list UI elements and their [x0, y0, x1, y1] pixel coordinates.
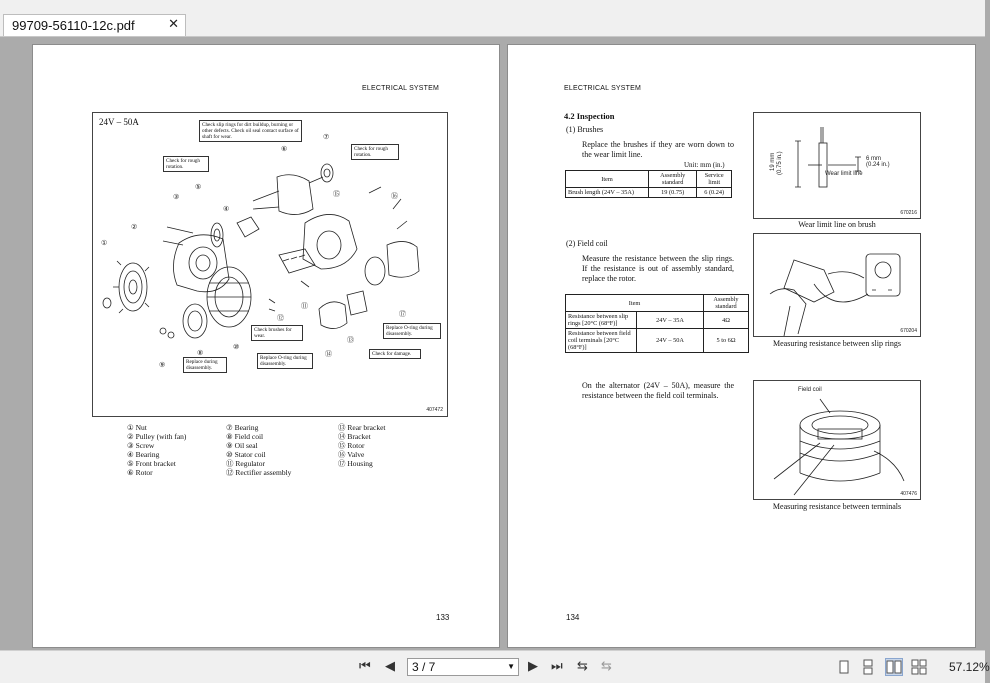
part-number: ⑦	[323, 134, 330, 141]
chevron-down-icon[interactable]: ▼	[507, 662, 515, 671]
first-page-icon[interactable]: ⏮	[359, 659, 371, 674]
legend-item: ⑬ Rear bracket	[338, 423, 386, 432]
table-cell: 24V – 50A	[637, 329, 704, 353]
table-header: Item	[566, 295, 704, 312]
table-cell: 4Ω	[704, 312, 749, 329]
legend-item: ① Nut	[127, 423, 147, 432]
terminal-measure-figure	[753, 380, 921, 500]
callout-oring-1: Replace O-ring during disassembly.	[383, 323, 441, 339]
status-bar	[0, 650, 990, 683]
part-number: ⑨	[159, 362, 166, 369]
last-page-icon[interactable]: ⏭	[551, 659, 563, 674]
table-cell: 24V – 35A	[637, 312, 704, 329]
brush-spec-table	[565, 170, 732, 198]
part-number: ①	[101, 240, 108, 247]
go-back-icon[interactable]: ⇆	[577, 659, 588, 674]
table-header: Item	[566, 171, 649, 188]
legend-item: ⑩ Stator coil	[226, 450, 266, 459]
page-header: ELECTRICAL SYSTEM	[362, 85, 440, 92]
callout-replace-disassembly: Replace during disassembly.	[183, 357, 227, 373]
document-tab[interactable]	[3, 14, 186, 36]
legend-item: ⑭ Bracket	[338, 432, 371, 441]
part-number: ⑬	[347, 337, 354, 344]
part-number: ⑧	[197, 350, 204, 357]
continuous-facing-view-icon[interactable]	[911, 659, 927, 675]
callout-oring-2: Replace O-ring during disassembly.	[257, 353, 313, 369]
pdf-page-133	[33, 45, 499, 647]
legend-item: ④ Bearing	[127, 450, 160, 459]
part-number: ⑮	[333, 191, 340, 198]
brushes-text: Replace the brushes if they are worn down to the wear limit line.	[582, 140, 734, 159]
legend-item: ⑮ Rotor	[338, 441, 365, 450]
figure-caption: Wear limit line on brush	[798, 220, 876, 229]
slip-ring-measure-drawing	[754, 234, 920, 336]
legend-item: ⑤ Front bracket	[127, 459, 176, 468]
figure-code: 670204	[900, 328, 917, 334]
label-19mm-in: (0.75 in.)	[777, 151, 783, 175]
figure-subtitle: 24V – 50A	[99, 117, 139, 127]
table-header: Service limit	[697, 171, 732, 188]
table-cell: Brush length (24V – 35A)	[566, 188, 649, 198]
part-number: ⑰	[399, 311, 406, 318]
legend-item: ⑪ Regulator	[226, 459, 265, 468]
part-number: ⑫	[277, 315, 284, 322]
legend-item: ⑯ Valve	[338, 450, 365, 459]
part-number: ⑤	[195, 184, 202, 191]
field-coil-heading: (2) Field coil	[566, 239, 608, 248]
part-number: ⑩	[233, 344, 240, 351]
callout-rough-rotation-1: Check for rough rotation.	[163, 156, 209, 172]
legend-col-1	[127, 423, 186, 477]
table-cell: 6 (0.24)	[697, 188, 732, 198]
page-header: ELECTRICAL SYSTEM	[564, 85, 642, 92]
single-page-view-icon[interactable]	[836, 659, 852, 675]
field-coil-table	[565, 294, 749, 353]
figure-caption: Measuring resistance between slip rings	[773, 339, 901, 348]
document-viewer[interactable]	[0, 37, 985, 650]
page-number: 134	[566, 613, 580, 622]
table-cell: 5 to 6Ω	[704, 329, 749, 353]
legend-col-3	[338, 423, 385, 468]
table-header: Assembly standard	[649, 171, 697, 188]
legend-item: ⑦ Bearing	[226, 423, 259, 432]
facing-pages-view-icon[interactable]	[886, 659, 902, 675]
brush-wear-figure	[753, 112, 921, 219]
section-title: 4.2 Inspection	[564, 111, 615, 121]
next-page-icon[interactable]: ▶	[528, 659, 538, 674]
field-coil-text-2: On the alternator (24V – 50A), measure the resistance between the field coil terminals.	[582, 381, 734, 400]
slip-ring-measure-figure	[753, 233, 921, 337]
part-number: ⑪	[301, 303, 308, 310]
close-tab-icon[interactable]: ✕	[168, 17, 179, 32]
figure-caption: Measuring resistance between terminals	[772, 502, 902, 511]
title-strip	[0, 0, 985, 10]
figure-code: 407476	[900, 491, 917, 497]
legend-col-2	[226, 423, 291, 477]
figure-code: 670216	[900, 210, 917, 216]
legend-item: ⑫ Rectifier assembly	[226, 468, 292, 477]
pdf-page-134	[508, 45, 975, 647]
callout-damage: Check for damage.	[369, 349, 421, 359]
legend-item: ⑨ Oil seal	[226, 441, 258, 450]
part-number: ⑭	[325, 351, 332, 358]
terminal-measure-drawing	[754, 381, 920, 499]
part-number: ⑥	[281, 146, 288, 153]
alternator-exploded-figure	[92, 112, 448, 417]
part-number: ②	[131, 224, 138, 231]
page-selector[interactable]	[407, 658, 519, 676]
brushes-heading: (1) Brushes	[566, 125, 604, 134]
label-6mm-in: (0.24 in.)	[866, 162, 890, 168]
callout-slip-rings: Check slip rings for dirt buildup, burning or other defects. Check oil seal contact surface of shaft for wear.	[199, 120, 302, 142]
label-19mm: 19 mm	[770, 152, 776, 171]
zoom-level[interactable]: 57.12%	[949, 660, 990, 674]
table-cell: Resistance between slip rings [20°C (68°F)]	[566, 312, 637, 329]
page-number: 133	[436, 613, 450, 622]
legend-item: ② Pulley (with fan)	[127, 432, 187, 441]
table-cell: Resistance between field coil terminals [20°C (68°F)]	[566, 329, 637, 353]
part-number: ⑯	[391, 193, 398, 200]
label-6mm: 6 mm	[866, 156, 881, 162]
legend-item: ⑥ Rotor	[127, 468, 153, 477]
callout-rough-rotation-2: Check for rough rotation.	[351, 144, 399, 160]
label-wear-limit: Wear limit line	[825, 171, 863, 177]
part-number: ④	[223, 206, 230, 213]
tab-title: 99709-56110-12c.pdf	[12, 18, 135, 33]
label-field-coil: Field coil	[798, 387, 822, 393]
field-coil-text: Measure the resistance between the slip rings. If the resistance is out of assembly standard, replace the rotor.	[582, 254, 734, 283]
table-cell: 19 (0.75)	[649, 188, 697, 198]
part-number: ③	[173, 194, 180, 201]
continuous-view-icon[interactable]	[860, 659, 876, 675]
callout-brushes: Check brushes for wear.	[251, 325, 303, 341]
legend-item: ⑰ Housing	[338, 459, 373, 468]
legend-item: ⑧ Field coil	[226, 432, 264, 441]
go-forward-icon[interactable]: ⇆	[601, 659, 612, 674]
figure-code: 407472	[426, 407, 443, 413]
table-header: Assembly standard	[704, 295, 749, 312]
previous-page-icon[interactable]: ◀	[385, 659, 395, 674]
tab-bar	[0, 0, 985, 37]
unit-label: Unit: mm (in.)	[684, 161, 725, 169]
page-indicator: 3 / 7	[412, 660, 436, 674]
legend-item: ③ Screw	[127, 441, 155, 450]
